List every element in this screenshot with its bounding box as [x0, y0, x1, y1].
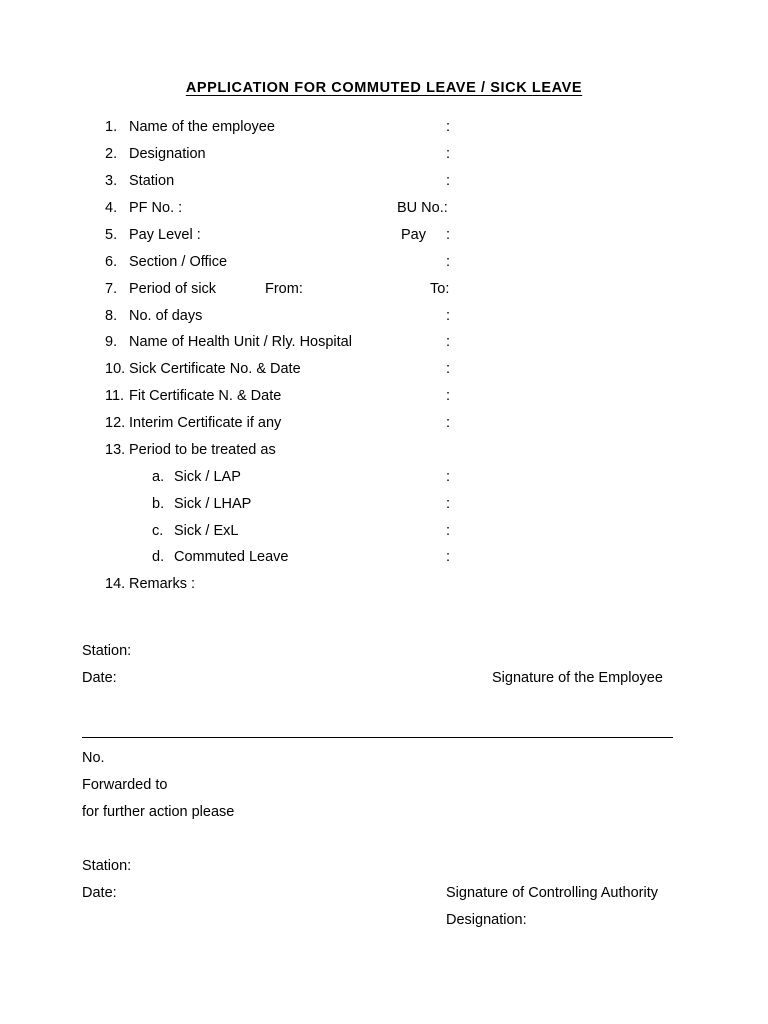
item-label-pay-level: Pay Level : — [129, 227, 201, 243]
item-label-to: To: — [430, 281, 450, 297]
item-number: 11. — [105, 388, 125, 404]
sub-item-colon: : — [446, 523, 451, 539]
item-colon: : — [446, 146, 451, 162]
item-label-no-of-days: No. of days — [129, 308, 203, 324]
further-action-label: for further action please — [82, 804, 235, 820]
sub-item-label-sick-lhap: Sick / LHAP — [174, 496, 252, 512]
forwarded-to-label: Forwarded to — [82, 777, 168, 793]
authority-signature-label: Signature of Controlling Authority — [446, 885, 658, 901]
item-label-period-treated: Period to be treated as — [129, 442, 276, 458]
item-number: 3. — [105, 173, 118, 189]
item-colon: : — [446, 173, 451, 189]
sub-item-colon: : — [446, 496, 451, 512]
item-number: 10. — [105, 361, 126, 377]
employee-signature-label: Signature of the Employee — [492, 670, 663, 686]
item-label-interim-certificate: Interim Certificate if any — [129, 415, 282, 431]
item-colon: : — [446, 254, 451, 270]
item-colon: : — [446, 119, 451, 135]
item-number: 4. — [105, 200, 118, 216]
item-label-from: From: — [265, 281, 303, 297]
item-label-sick-certificate: Sick Certificate No. & Date — [129, 361, 301, 377]
forwarding-no-label: No. — [82, 750, 105, 766]
item-number: 2. — [105, 146, 118, 162]
item-label-designation: Designation — [129, 146, 206, 162]
sub-item-label-sick-lap: Sick / LAP — [174, 469, 241, 485]
item-label-pay: Pay — [401, 227, 426, 243]
item-number: 5. — [105, 227, 118, 243]
item-colon: : — [446, 361, 451, 377]
item-number: 8. — [105, 308, 118, 324]
item-label-period-of-sick: Period of sick — [129, 281, 217, 297]
authority-date-label: Date: — [82, 885, 117, 901]
item-number: 14. — [105, 576, 126, 592]
item-label-fit-certificate: Fit Certificate N. & Date — [129, 388, 282, 404]
sub-item-letter: a. — [152, 469, 165, 485]
item-number: 1. — [105, 119, 118, 135]
item-label-health-unit: Name of Health Unit / Rly. Hospital — [129, 334, 352, 350]
sub-item-colon: : — [446, 469, 451, 485]
item-number: 6. — [105, 254, 118, 270]
section-divider — [82, 737, 673, 738]
item-colon: : — [446, 227, 451, 243]
item-label-employee-name: Name of the employee — [129, 119, 275, 135]
item-colon: : — [446, 415, 451, 431]
sub-item-colon: : — [446, 549, 451, 565]
form-title: APPLICATION FOR COMMUTED LEAVE / SICK LEAVE — [185, 80, 583, 96]
sub-item-letter: c. — [152, 523, 164, 539]
employee-date-label: Date: — [82, 670, 117, 686]
item-number: 12. — [105, 415, 126, 431]
sub-item-letter: d. — [152, 549, 165, 565]
item-colon: : — [446, 308, 451, 324]
item-number: 7. — [105, 281, 118, 297]
item-colon: : — [446, 388, 451, 404]
authority-station-label: Station: — [82, 858, 132, 874]
sub-item-label-commuted-leave: Commuted Leave — [174, 549, 289, 565]
item-label-station: Station — [129, 173, 175, 189]
item-label-section-office: Section / Office — [129, 254, 228, 270]
item-number: 9. — [105, 334, 118, 350]
sub-item-letter: b. — [152, 496, 165, 512]
item-number: 13. — [105, 442, 126, 458]
item-label-pf-no: PF No. : — [129, 200, 183, 216]
authority-designation-label: Designation: — [446, 912, 527, 928]
item-colon: : — [446, 334, 451, 350]
item-label-bu-no: BU No.: — [397, 200, 448, 216]
sub-item-label-sick-exl: Sick / ExL — [174, 523, 239, 539]
employee-station-label: Station: — [82, 643, 132, 659]
item-label-remarks: Remarks : — [129, 576, 196, 592]
